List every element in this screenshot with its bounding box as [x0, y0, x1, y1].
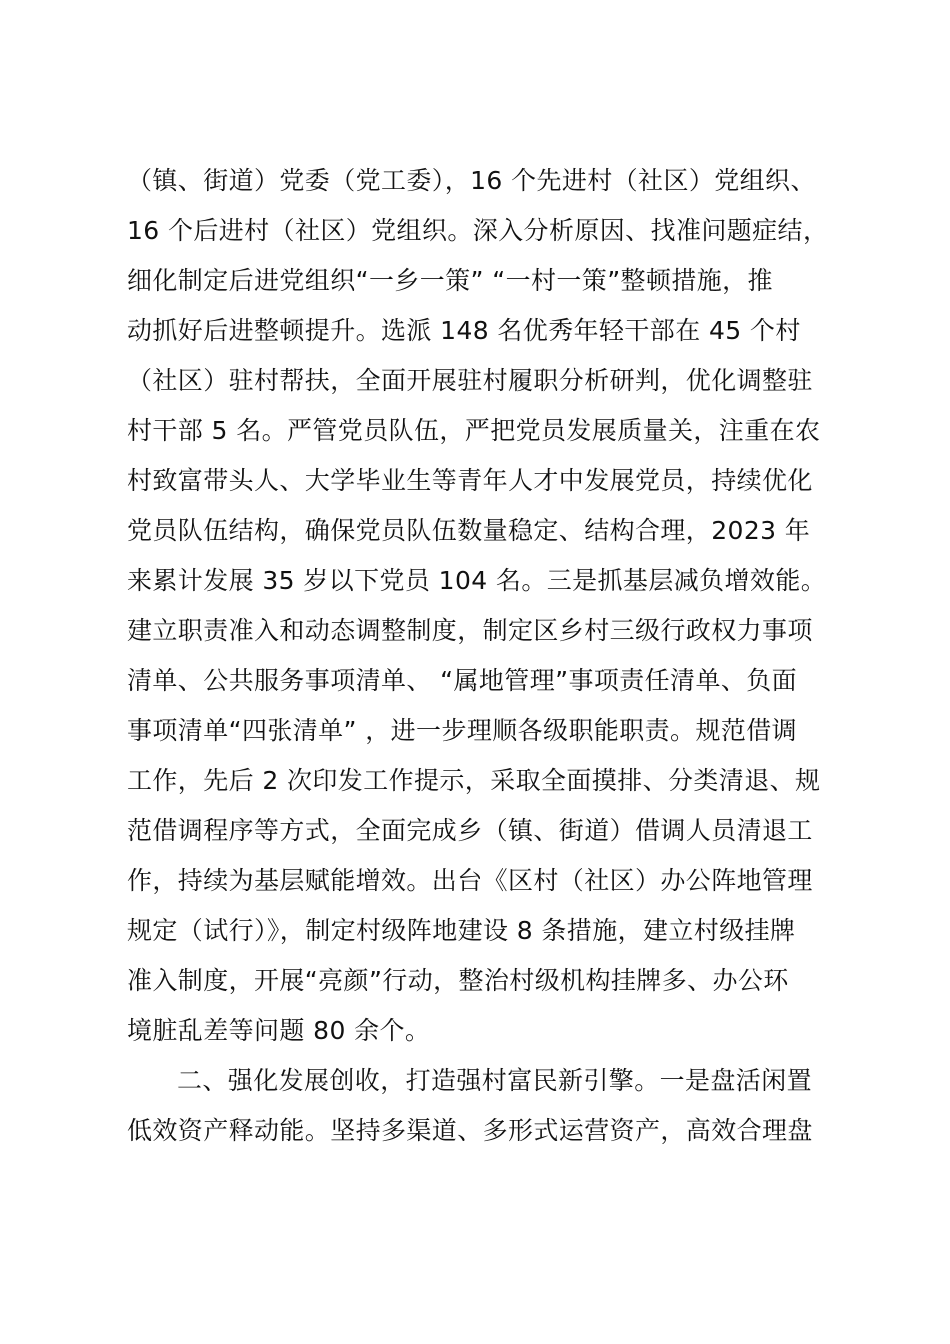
text-line: 16 个后进村（社区）党组织。深入分析原因、找准问题症结，	[127, 216, 829, 245]
text-line: 建立职责准入和动态调整制度，制定区乡村三级行政权力事项	[127, 616, 813, 645]
text-line: 境脏乱差等问题 80 余个。	[127, 1016, 431, 1045]
text-line: 村致富带头人、大学毕业生等青年人才中发展党员，持续优化	[127, 466, 813, 495]
text-line: 清单、公共服务事项清单、 “属地管理”事项责任清单、负面	[127, 666, 798, 695]
text-line: 事项清单“四张清单” ，进一步理顺各级职能职责。规范借调	[127, 716, 798, 745]
text-line: 党员队伍结构，确保党员队伍数量稳定、结构合理，2023 年	[127, 516, 811, 545]
text-line: 范借调程序等方式，全面完成乡（镇、街道）借调人员清退工	[127, 816, 813, 845]
section-heading-line: 二、强化发展创收，打造强村富民新引擎。一是盘活闲置	[177, 1066, 813, 1095]
text-line: （社区）驻村帮扶，全面开展驻村履职分析研判，优化调整驻	[127, 366, 813, 395]
text-line: 规定（试行）》，制定村级阵地建设 8 条措施，建立村级挂牌	[127, 916, 796, 945]
text-line: 动抓好后进整顿提升。选派 148 名优秀年轻干部在 45 个村	[127, 316, 801, 345]
text-line: 来累计发展 35 岁以下党员 104 名。三是抓基层减负增效能。	[127, 566, 827, 595]
document-body	[127, 156, 837, 1156]
text-line: 准入制度，开展“亮颜”行动，整治村级机构挂牌多、办公环	[127, 966, 789, 995]
text-line: 细化制定后进党组织“一乡一策” “一村一策”整顿措施，推	[127, 266, 773, 295]
text-line: 工作，先后 2 次印发工作提示，采取全面摸排、分类清退、规	[127, 766, 821, 795]
text-line: 村干部 5 名。严管党员队伍，严把党员发展质量关，注重在农	[127, 416, 821, 445]
text-line: （镇、街道）党委（党工委），16 个先进村（社区）党组织、	[127, 166, 816, 195]
text-line: 低效资产释动能。坚持多渠道、多形式运营资产，高效合理盘	[127, 1116, 813, 1145]
text-line: 作，持续为基层赋能增效。出台《区村（社区）办公阵地管理	[127, 866, 813, 895]
